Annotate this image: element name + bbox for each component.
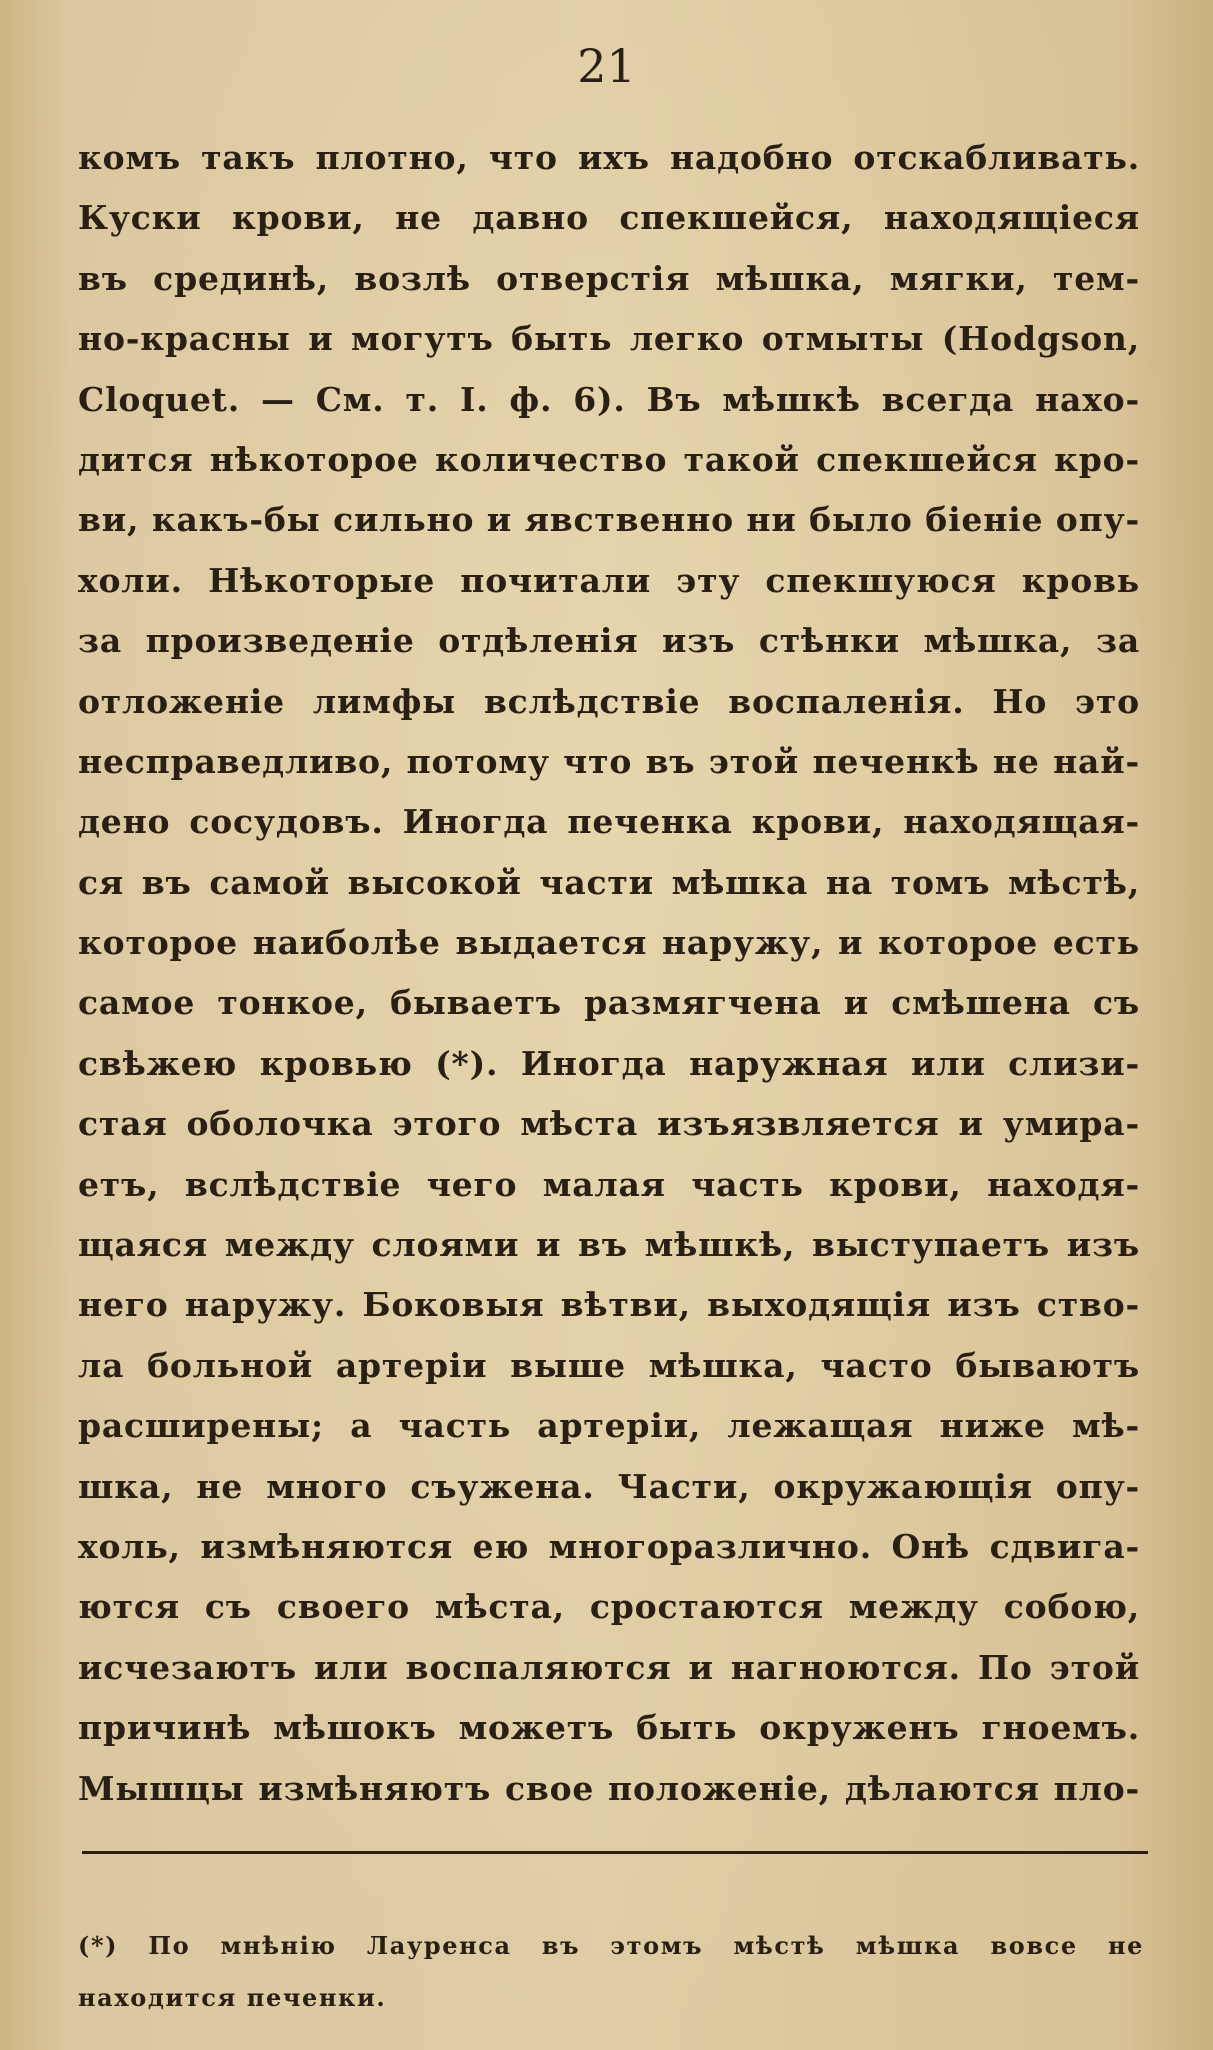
- text-line: ются съ своего мѣста, сростаются между собою,: [78, 1587, 1140, 1627]
- footnote-line: (*) По мнѣнію Лауренса въ этомъ мѣстѣ мѣшка вовсе не: [78, 1931, 1144, 1960]
- text-line: него наружу. Боковыя вѣтви, выходящія изъ ство-: [78, 1285, 1140, 1325]
- text-line: холь, измѣняются ею многоразлично. Онѣ сдвига-: [78, 1526, 1140, 1566]
- text-line: но-красны и могутъ быть легко отмыты (Hodgson,: [78, 319, 1140, 359]
- text-line: въ срединѣ, возлѣ отверстія мѣшка, мягки, тем-: [78, 258, 1140, 298]
- body-text: [78, 128, 1140, 1819]
- text-line: ви, какъ-бы сильно и явственно ни было біеніе опу-: [78, 500, 1140, 540]
- text-line: Cloquet. — См. т. I. ф. 6). Въ мѣшкѣ всегда нахо-: [78, 379, 1140, 419]
- text-line: отложеніе лимфы вслѣдствіе воспаленія. Но это: [78, 681, 1140, 721]
- text-line: расширены; а часть артеріи, лежащая ниже мѣ-: [78, 1406, 1140, 1446]
- text-line: несправедливо, потому что въ этой печенкѣ не най-: [78, 741, 1140, 781]
- footnote: [78, 1920, 1144, 2024]
- text-line: комъ такъ плотно, что ихъ надобно отскабливать.: [78, 138, 1140, 177]
- footnote-divider: [82, 1851, 1148, 1854]
- text-line: которое наиболѣе выдается наружу, и которое есть: [78, 923, 1140, 963]
- page-number: 21: [577, 39, 636, 93]
- text-line: Куски крови, не давно спекшейся, находящіеся: [78, 198, 1140, 238]
- text-line: ла больной артеріи выше мѣшка, часто бываютъ: [78, 1345, 1140, 1385]
- text-line: щаяся между слоями и въ мѣшкѣ, выступаетъ изъ: [78, 1225, 1140, 1265]
- text-line: исчезаютъ или воспаляются и нагноются. По этой: [78, 1647, 1140, 1687]
- text-line: самое тонкое, бываетъ размягчена и смѣшена съ: [78, 983, 1140, 1023]
- text-line: свѣжею кровью (*). Иногда наружная или слизи-: [78, 1043, 1140, 1083]
- text-line: за произведеніе отдѣленія изъ стѣнки мѣшка, за: [78, 621, 1140, 661]
- footnote-line: находится печенки.: [78, 1983, 387, 2012]
- text-line: шка, не много съужена. Части, окружающія опу-: [78, 1466, 1140, 1506]
- text-line: стая оболочка этого мѣста изъязвляется и умира-: [78, 1104, 1140, 1144]
- text-line: етъ, вслѣдствіе чего малая часть крови, находя-: [78, 1164, 1140, 1204]
- text-line: дено сосудовъ. Иногда печенка крови, находящая-: [78, 802, 1140, 842]
- text-line: Мышцы измѣняютъ свое положеніе, дѣлаются пло-: [78, 1768, 1140, 1808]
- text-line: причинѣ мѣшокъ можетъ быть окруженъ гноемъ.: [78, 1708, 1140, 1748]
- text-line: дится нѣкоторое количество такой спекшейся кро-: [78, 439, 1140, 479]
- text-line: холи. Нѣкоторые почитали эту спекшуюся кровь: [78, 560, 1140, 600]
- text-line: ся въ самой высокой части мѣшка на томъ мѣстѣ,: [78, 862, 1140, 902]
